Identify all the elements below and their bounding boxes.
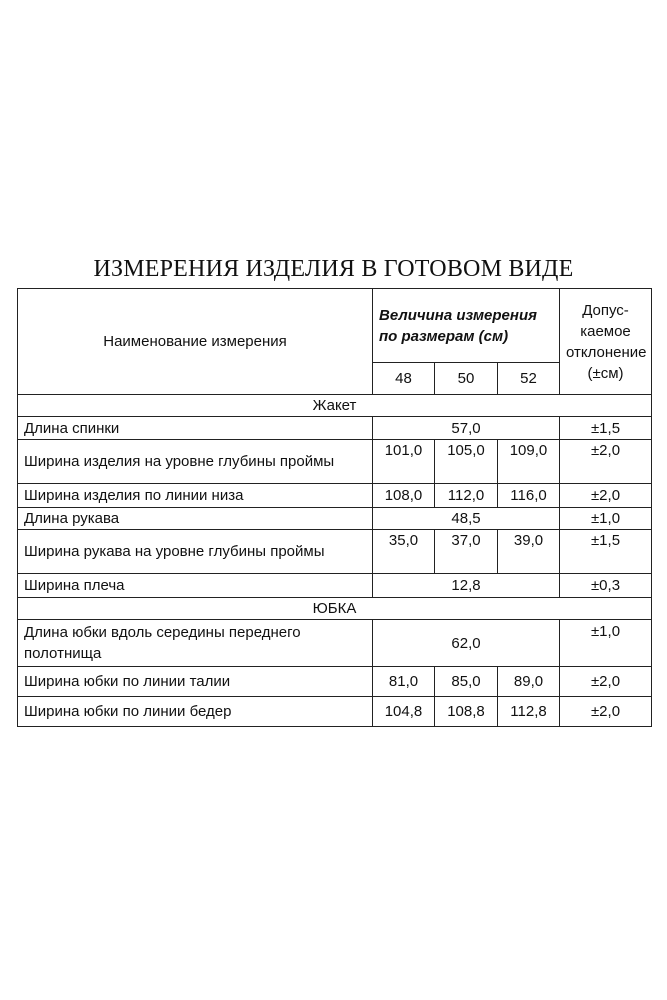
- table-row: [18, 574, 652, 598]
- row-name: Ширина изделия на уровне глубины проймы: [18, 440, 373, 484]
- table-row: [18, 484, 652, 508]
- row-tolerance: ±2,0: [560, 667, 652, 697]
- size-52: 52: [498, 363, 560, 395]
- tolerance-line3: отклонение: [566, 343, 647, 361]
- section-row: [18, 395, 652, 417]
- row-tolerance: ±2,0: [560, 484, 652, 508]
- row-value-48: 108,0: [373, 484, 435, 508]
- row-tolerance: ±1,0: [560, 508, 652, 530]
- row-value-48: 101,0: [373, 440, 435, 484]
- header-name: Наименование измерения: [18, 289, 373, 395]
- size-48: 48: [373, 363, 435, 395]
- page-title: ИЗМЕРЕНИЯ ИЗДЕЛИЯ В ГОТОВОМ ВИДЕ: [93, 256, 574, 282]
- row-value-52: 39,0: [498, 530, 560, 574]
- table-row: [18, 440, 652, 484]
- tolerance-line1: Допус-: [582, 301, 629, 319]
- header-tolerance: [560, 289, 652, 395]
- table-row: [18, 697, 652, 727]
- row-value: 12,8: [373, 574, 560, 598]
- size-label-line1: Величина измерения: [379, 306, 537, 324]
- row-value-52: 116,0: [498, 484, 560, 508]
- row-name: Длина рукава: [18, 508, 373, 530]
- row-name: Ширина рукава на уровне глубины проймы: [18, 530, 373, 574]
- row-value-50: 37,0: [435, 530, 498, 574]
- row-value-50: 85,0: [435, 667, 498, 697]
- section-row: [18, 598, 652, 620]
- row-tolerance: ±1,5: [560, 530, 652, 574]
- section-skirt: ЮБКА: [18, 598, 652, 620]
- row-name: Ширина юбки по линии талии: [18, 667, 373, 697]
- table-row: [18, 667, 652, 697]
- row-tolerance: ±1,0: [560, 620, 652, 667]
- size-50: 50: [435, 363, 498, 395]
- size-label-line2: по размерам (см): [379, 327, 509, 345]
- row-value-50: 112,0: [435, 484, 498, 508]
- row-value-48: 104,8: [373, 697, 435, 727]
- row-name: Ширина плеча: [18, 574, 373, 598]
- table-row: [18, 508, 652, 530]
- row-value-50: 105,0: [435, 440, 498, 484]
- row-tolerance: ±2,0: [560, 440, 652, 484]
- row-tolerance: ±1,5: [560, 417, 652, 440]
- row-name: Длина спинки: [18, 417, 373, 440]
- row-value-52: 112,8: [498, 697, 560, 727]
- header-size-label: [373, 289, 560, 363]
- row-value: 48,5: [373, 508, 560, 530]
- row-name: Длина юбки вдоль середины переднего полотнища: [18, 620, 373, 667]
- tolerance-line2: каемое: [580, 322, 631, 340]
- row-value: 57,0: [373, 417, 560, 440]
- tolerance-line4: (±см): [587, 364, 624, 382]
- row-value-52: 109,0: [498, 440, 560, 484]
- row-name: Ширина изделия по линии низа: [18, 484, 373, 508]
- row-tolerance: ±0,3: [560, 574, 652, 598]
- row-value-48: 35,0: [373, 530, 435, 574]
- row-tolerance: ±2,0: [560, 697, 652, 727]
- row-value-50: 108,8: [435, 697, 498, 727]
- table-row: [18, 620, 652, 667]
- table-row: [18, 417, 652, 440]
- table-row: [18, 530, 652, 574]
- row-value-52: 89,0: [498, 667, 560, 697]
- row-value: 62,0: [373, 620, 560, 667]
- section-jacket: Жакет: [18, 395, 652, 417]
- measurements-table: [17, 288, 652, 727]
- row-name: Ширина юбки по линии бедер: [18, 697, 373, 727]
- header-row: [18, 289, 652, 363]
- row-value-48: 81,0: [373, 667, 435, 697]
